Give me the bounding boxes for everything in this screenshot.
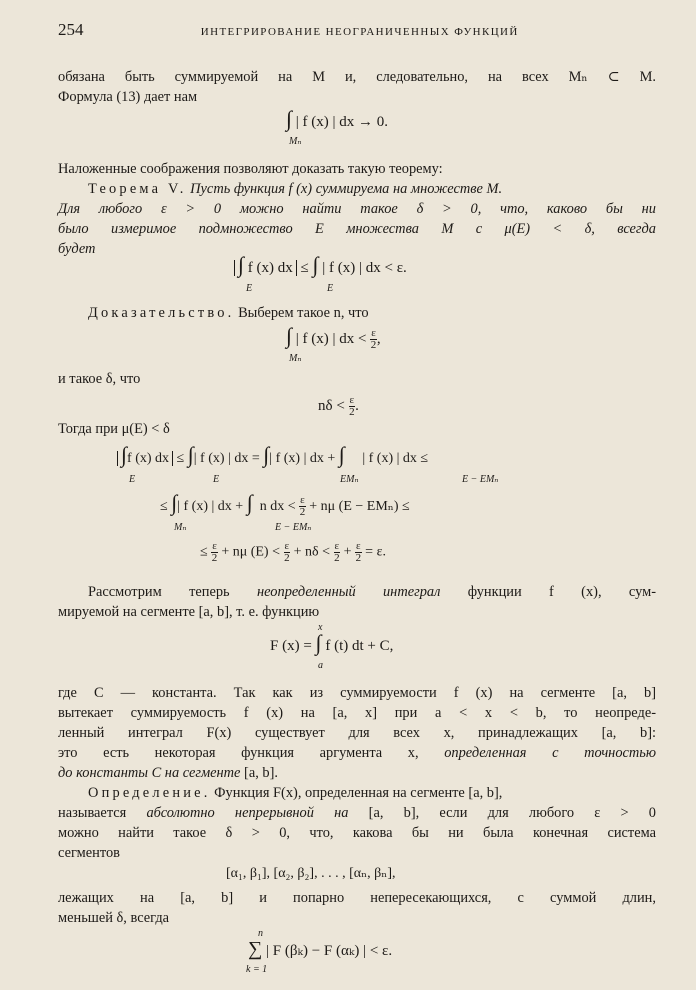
text-line: сегментов	[58, 845, 120, 861]
text-line: вытекает суммируемость f (x) на [a, x] при a < x < b, то неопреде-	[58, 705, 656, 721]
text-line: меньшей δ, всегда	[58, 910, 170, 926]
page-header	[58, 20, 656, 40]
running-title: ИНТЕГРИРОВАНИЕ НЕОГРАНИЧЕННЫХ ФУНКЦИЙ	[200, 26, 519, 38]
formula-estimate-1: ∫f (x) dx ≤ ∫| f (x) | dx = ∫| f (x) | dx + ∫ | f (x) | dx ≤	[117, 446, 428, 468]
formula-indefinite-integral: F (x) = ∫ f (t) dt + C,	[270, 630, 394, 655]
formula-subscript: E	[327, 283, 334, 294]
page-number: 254	[58, 20, 84, 39]
formula-segments: [α₁, β₁], [α₂, β₂], . . . , [αₙ, βₙ],	[226, 866, 396, 881]
text-line: и такое δ, что	[58, 371, 141, 387]
text-line: Наложенные соображения позволяют доказать такую теорему:	[58, 161, 443, 177]
formula-subscript: E − EMₙ	[275, 522, 312, 533]
text-line: называется абсолютно непрерывной на [a, b], если для любого ε > 0	[58, 805, 656, 821]
text-line: ленный интеграл F(x) существует для всех x, принадлежащих [a, b]:	[58, 725, 656, 741]
text-line: Рассмотрим теперь неопределенный интеграл функции f (x), сум-	[88, 584, 657, 600]
proof-label: Доказательство.	[88, 305, 235, 321]
formula-superscript: n	[258, 928, 263, 939]
theorem-line: будет	[58, 241, 96, 257]
text-line: Тогда при μ(E) < δ	[58, 421, 170, 437]
text-line: мируемой на сегменте [a, b], т. е. функцию	[58, 604, 320, 620]
text-line: это есть некоторая функция аргумента x, определенная с точностью	[58, 745, 656, 761]
formula-estimate-2: ≤ ∫| f (x) | dx + ∫ n dx < $\frac{\varepsilon}{2}$ + nμ (E − EMₙ) ≤	[160, 490, 410, 519]
text-line: лежащих на [a, b] и попарно непересекающихся, с суммой длин,	[58, 890, 656, 906]
formula-subscript: k = 1	[246, 964, 268, 975]
definition-label: Определение.	[88, 785, 211, 801]
formula-subscript: EMₙ	[340, 474, 359, 485]
formula-limit: ∫ | f (x) | dx → 0.	[286, 106, 389, 131]
formula-subscript: E	[246, 283, 253, 294]
text-line: обязана быть суммируемой на M и, следовательно, на всех Mₙ ⊂ M.	[58, 69, 656, 85]
text-line: до константы C на сегменте [a, b].	[58, 765, 278, 781]
theorem-line: было измеримое подмножество E множества M с μ(E) < δ, всегда	[58, 221, 656, 237]
formula-choose-delta: nδ < $\frac{\varepsilon}{2}$ .	[318, 394, 359, 418]
text-line: где C — константа. Так как из суммируемости f (x) на сегменте [a, b]	[58, 685, 656, 701]
formula-subscript: E − EMₙ	[462, 474, 499, 485]
formula-superscript: x	[318, 622, 323, 633]
formula-subscript: E	[129, 474, 136, 485]
formula-subscript: Mₙ	[174, 522, 187, 533]
formula-theorem: ∫ f (x) dx ≤ ∫ | f (x) | dx < ε.	[234, 256, 407, 277]
text-line: можно найти такое δ > 0, что, какова бы ни была конечная система	[58, 825, 656, 841]
definition-first-line: Определение. Функция F(x), определенная на сегменте [a, b],	[88, 785, 503, 801]
formula-subscript: Mₙ	[289, 353, 302, 364]
formula-choose-n: ∫ | f (x) | dx < $\frac{\varepsilon}{2}$ ,	[286, 323, 381, 352]
theorem-line: Для любого ε > 0 можно найти такое δ > 0, что, каково бы ни	[58, 201, 656, 217]
formula-subscript: E	[213, 474, 220, 485]
formula-estimate-3: ≤ $\frac{\varepsilon}{2}$ + nμ (E) < $\frac{\varepsilon}{2}$ + nδ < $\frac{\varepsilon}{2}$ + $\frac{\varepsilon}{2}$ = ε.	[200, 540, 386, 564]
theorem-label: Теорема V.	[88, 181, 187, 197]
proof-first-line: Доказательство. Выберем такое n, что	[88, 305, 369, 321]
theorem-first-line	[88, 180, 502, 198]
theorem-text: Пусть функция f (x) суммируема на множестве M.	[190, 181, 503, 197]
text-line: Формула (13) дает нам	[58, 89, 198, 105]
formula-subscript: a	[318, 660, 323, 671]
formula-subscript: Mₙ	[289, 136, 302, 147]
formula-absolute-continuity: ∑ | F (βₖ) − F (αₖ) | < ε.	[248, 938, 393, 960]
